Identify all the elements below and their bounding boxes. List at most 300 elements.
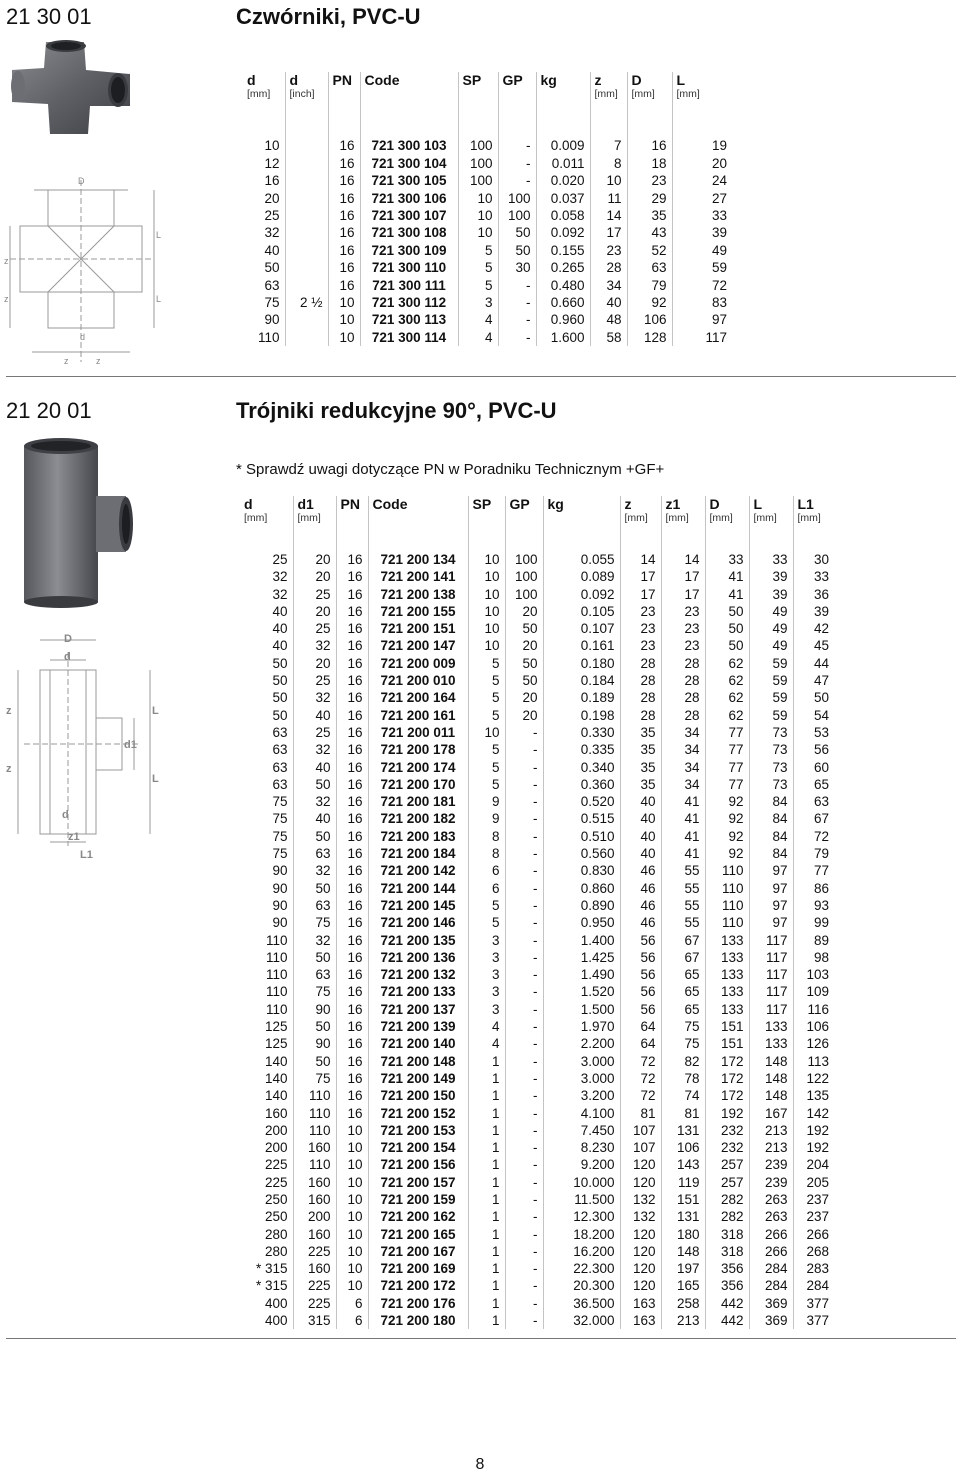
table-cell: 92 xyxy=(705,810,749,827)
table-cell: 40 xyxy=(243,242,285,259)
table-cell: 16 xyxy=(336,932,368,949)
table-cell: 10 xyxy=(590,172,627,189)
table-cell: 120 xyxy=(620,1156,661,1173)
drawing-label-L2: L xyxy=(152,773,159,785)
table-cell: 120 xyxy=(620,1226,661,1243)
table-row xyxy=(243,190,732,207)
table-cell: 721 200 135 xyxy=(368,932,468,949)
table-cell: 10 xyxy=(336,1174,368,1191)
table-cell xyxy=(285,311,328,328)
table-cell: 151 xyxy=(705,1018,749,1035)
table-cell: 721 200 133 xyxy=(368,983,468,1000)
table-cell: 110 xyxy=(705,880,749,897)
table-cell: 0.092 xyxy=(536,224,590,241)
table-cell: 721 200 180 xyxy=(368,1312,468,1329)
table-cell: 56 xyxy=(620,949,661,966)
table-cell: 40 xyxy=(240,603,293,620)
table-cell: 84 xyxy=(749,810,793,827)
table-cell: 721 300 111 xyxy=(360,277,458,294)
table-cell: 5 xyxy=(458,277,498,294)
table-row xyxy=(240,932,834,949)
table-cell: 110 xyxy=(705,862,749,879)
table-cell: 20 xyxy=(293,551,336,568)
table-cell: 20 xyxy=(505,707,543,724)
table-cell: 20 xyxy=(505,603,543,620)
table-cell: 0.198 xyxy=(543,707,620,724)
table-cell: 721 200 176 xyxy=(368,1295,468,1312)
table-cell: 250 xyxy=(240,1191,293,1208)
table-cell: 0.092 xyxy=(543,586,620,603)
table-cell: 721 300 107 xyxy=(360,207,458,224)
table-cell: 282 xyxy=(705,1191,749,1208)
table-cell: 50 xyxy=(293,828,336,845)
table-cell: 0.107 xyxy=(543,620,620,637)
table-cell: 213 xyxy=(661,1312,705,1329)
cross-fitting-drawing xyxy=(4,172,164,372)
table-cell: 100 xyxy=(505,551,543,568)
table-cell: 721 200 134 xyxy=(368,551,468,568)
table-cell: 721 300 108 xyxy=(360,224,458,241)
table-cell: 0.515 xyxy=(543,810,620,827)
table-cell: 28 xyxy=(620,672,661,689)
table-cell: - xyxy=(505,1260,543,1277)
table-cell: 213 xyxy=(749,1139,793,1156)
table-cell: 28 xyxy=(590,259,627,276)
table-cell: 41 xyxy=(661,845,705,862)
table-row xyxy=(243,259,732,276)
table-cell: 0.105 xyxy=(543,603,620,620)
table-cell: - xyxy=(505,1001,543,1018)
table-cell: 180 xyxy=(661,1226,705,1243)
table-cell: 0.560 xyxy=(543,845,620,862)
table-cell: 2.200 xyxy=(543,1035,620,1052)
table-cell: 55 xyxy=(661,880,705,897)
table-row xyxy=(240,620,834,637)
table-cell: 0.180 xyxy=(543,655,620,672)
table-cell: 110 xyxy=(243,329,285,346)
table-cell: 16 xyxy=(336,724,368,741)
table-cell: - xyxy=(505,1122,543,1139)
table-cell: 77 xyxy=(705,776,749,793)
table-cell: 63 xyxy=(240,759,293,776)
table-cell: 148 xyxy=(749,1053,793,1070)
table-cell: 63 xyxy=(813,794,829,810)
table-cell: 10 xyxy=(458,224,498,241)
table-cell: 49 xyxy=(749,620,793,637)
table-cell: 315 xyxy=(293,1312,336,1329)
table-cell: 16 xyxy=(336,810,368,827)
table-cell: 0.830 xyxy=(543,862,620,879)
table-cell: 55 xyxy=(661,897,705,914)
table-cell: 160 xyxy=(293,1191,336,1208)
table-cell: 117 xyxy=(749,1001,793,1018)
table-cell: 10 xyxy=(336,1122,368,1139)
table-cell: 721 200 169 xyxy=(368,1260,468,1277)
table-cell: 34 xyxy=(661,759,705,776)
table-cell: 34 xyxy=(590,277,627,294)
table-cell: 92 xyxy=(705,845,749,862)
table-cell: 318 xyxy=(705,1226,749,1243)
table-cell xyxy=(285,259,328,276)
table-cell: 64 xyxy=(620,1018,661,1035)
table-row xyxy=(240,1243,834,1260)
table-cell: 258 xyxy=(661,1295,705,1312)
table-cell: 151 xyxy=(705,1035,749,1052)
table-row xyxy=(240,707,834,724)
table-cell: 16 xyxy=(336,983,368,1000)
col-header-L: L [mm] xyxy=(676,72,700,100)
table-cell: 90 xyxy=(240,880,293,897)
table-cell: 46 xyxy=(620,880,661,897)
table-cell: 120 xyxy=(620,1277,661,1294)
table-cell: 56 xyxy=(620,983,661,1000)
table-cell: 10 xyxy=(468,568,505,585)
table-cell: 67 xyxy=(661,932,705,949)
section2-title: Trójniki redukcyjne 90°, PVC-U xyxy=(236,398,557,423)
table-cell: 10 xyxy=(468,637,505,654)
table-cell: 16 xyxy=(336,1053,368,1070)
table-cell: 42 xyxy=(813,621,829,637)
table-row xyxy=(240,1260,834,1277)
table-cell: 167 xyxy=(749,1105,793,1122)
table-cell: 65 xyxy=(661,1001,705,1018)
table-cell: - xyxy=(505,845,543,862)
table-cell: 284 xyxy=(749,1277,793,1294)
table-cell: 100 xyxy=(458,172,498,189)
col-header-code: Code xyxy=(360,72,458,120)
table-cell: 50 xyxy=(813,690,829,706)
table-cell: 192 xyxy=(806,1140,829,1156)
table-cell: 18 xyxy=(627,155,672,172)
table-cell: 82 xyxy=(661,1053,705,1070)
table-cell: 63 xyxy=(627,259,672,276)
table-cell: 721 200 136 xyxy=(368,949,468,966)
table-cell: 63 xyxy=(240,741,293,758)
table-cell: 35 xyxy=(620,741,661,758)
table-cell: 93 xyxy=(813,897,829,913)
table-cell: 1 xyxy=(468,1070,505,1087)
table-cell: 140 xyxy=(240,1070,293,1087)
table-cell: 721 200 151 xyxy=(368,620,468,637)
table-cell: 16 xyxy=(336,672,368,689)
table-cell: 73 xyxy=(749,776,793,793)
col-header-gp: GP xyxy=(498,72,536,120)
table-cell: 28 xyxy=(661,689,705,706)
table-cell: 62 xyxy=(705,707,749,724)
table-row xyxy=(240,1277,834,1294)
table-cell: 20 xyxy=(711,155,727,171)
table-cell: 75 xyxy=(240,793,293,810)
table-cell: 10 xyxy=(468,551,505,568)
table-cell: 40 xyxy=(620,810,661,827)
table-cell: 78 xyxy=(661,1070,705,1087)
table-cell: 16 xyxy=(328,224,360,241)
table-cell: 1 xyxy=(468,1243,505,1260)
table-cell: 81 xyxy=(620,1105,661,1122)
table-cell: 5 xyxy=(468,741,505,758)
table-cell: 133 xyxy=(705,1001,749,1018)
table-row xyxy=(240,1001,834,1018)
table-cell: 377 xyxy=(806,1295,829,1311)
table-row xyxy=(240,689,834,706)
table-row xyxy=(240,551,834,568)
table-row xyxy=(240,1070,834,1087)
table-cell: 5 xyxy=(468,689,505,706)
col-header-d-inch: d [inch] xyxy=(285,72,328,120)
drawing-label-z: z xyxy=(6,705,12,717)
col-header-code: Code xyxy=(368,496,468,542)
table-cell: 55 xyxy=(661,862,705,879)
table-cell: 120 xyxy=(620,1174,661,1191)
table-cell: 1.490 xyxy=(543,966,620,983)
table-row xyxy=(240,966,834,983)
table-cell: - xyxy=(505,932,543,949)
table-cell: - xyxy=(505,793,543,810)
table-row xyxy=(240,759,834,776)
table-cell: - xyxy=(505,1035,543,1052)
table-cell: 8.230 xyxy=(543,1139,620,1156)
table-cell: 263 xyxy=(749,1191,793,1208)
table-cell: 204 xyxy=(806,1157,829,1173)
table-cell: 160 xyxy=(240,1105,293,1122)
table-cell: 16 xyxy=(336,551,368,568)
table-cell: 75 xyxy=(240,828,293,845)
table-cell: 77 xyxy=(705,759,749,776)
drawing-label-L: L xyxy=(156,230,162,240)
table-cell: 23 xyxy=(620,637,661,654)
table-cell xyxy=(285,242,328,259)
table-row xyxy=(240,897,834,914)
table-cell: 20 xyxy=(505,689,543,706)
table-cell: 257 xyxy=(705,1174,749,1191)
table-cell: 125 xyxy=(240,1018,293,1035)
table-row xyxy=(240,1226,834,1243)
table-cell: 356 xyxy=(705,1277,749,1294)
table-cell: 29 xyxy=(627,190,672,207)
table-cell: 0.020 xyxy=(536,172,590,189)
table-cell: 50 xyxy=(498,242,536,259)
table-cell: 721 200 161 xyxy=(368,707,468,724)
table-cell: 50 xyxy=(505,655,543,672)
table-row xyxy=(240,741,834,758)
table-cell: 40 xyxy=(620,828,661,845)
table-cell xyxy=(285,137,328,154)
table-cell: 63 xyxy=(243,277,285,294)
reducing-tee-photo xyxy=(10,438,140,608)
table-cell xyxy=(285,207,328,224)
table-cell: 72 xyxy=(620,1070,661,1087)
table-row xyxy=(240,1018,834,1035)
table-cell: 197 xyxy=(661,1260,705,1277)
table-row xyxy=(240,1053,834,1070)
table-row xyxy=(240,637,834,654)
table-cell: 16 xyxy=(328,190,360,207)
table-cell: 16 xyxy=(336,1001,368,1018)
table-cell: 721 200 183 xyxy=(368,828,468,845)
table-cell: 1 xyxy=(468,1087,505,1104)
table-cell: 25 xyxy=(293,724,336,741)
col-header-pn: PN xyxy=(336,496,368,542)
table-cell: 721 200 181 xyxy=(368,793,468,810)
table-cell: 100 xyxy=(505,586,543,603)
table-cell: 90 xyxy=(293,1001,336,1018)
table-cell: 11 xyxy=(590,190,627,207)
table-cell: - xyxy=(505,1156,543,1173)
table-cell: 1 xyxy=(468,1208,505,1225)
table-cell: 25 xyxy=(293,586,336,603)
table-cell: 90 xyxy=(240,897,293,914)
table-cell: 8 xyxy=(468,845,505,862)
table-cell: 63 xyxy=(293,845,336,862)
table-cell: 12.300 xyxy=(543,1208,620,1225)
table-cell: 65 xyxy=(661,983,705,1000)
table-cell: 90 xyxy=(240,914,293,931)
table-cell: 20 xyxy=(293,655,336,672)
table-cell: 1 xyxy=(468,1191,505,1208)
col-header-gp: GP xyxy=(505,496,543,542)
table-cell: 9 xyxy=(468,810,505,827)
reducing-tee-drawing xyxy=(4,632,164,862)
table-cell: 28 xyxy=(661,707,705,724)
table-cell: 16 xyxy=(328,137,360,154)
table-cell: 20 xyxy=(293,603,336,620)
table-cell: 721 200 164 xyxy=(368,689,468,706)
table-cell: 16 xyxy=(336,1105,368,1122)
table-cell: 23 xyxy=(661,603,705,620)
table-cell: 73 xyxy=(749,741,793,758)
table-cell: 28 xyxy=(620,707,661,724)
table-cell: - xyxy=(505,949,543,966)
table-cell: 721 200 157 xyxy=(368,1174,468,1191)
table-cell: 50 xyxy=(293,1053,336,1070)
table-cell: 32.000 xyxy=(543,1312,620,1329)
table-cell: 54 xyxy=(813,707,829,723)
table-cell: 12 xyxy=(243,155,285,172)
table-row xyxy=(240,1191,834,1208)
table-cell: 50 xyxy=(505,672,543,689)
table-row xyxy=(240,1174,834,1191)
table-cell: 65 xyxy=(661,966,705,983)
table-cell: 263 xyxy=(749,1208,793,1225)
table-cell: 75 xyxy=(243,294,285,311)
table-cell: 16 xyxy=(328,172,360,189)
table-cell: 110 xyxy=(293,1122,336,1139)
reducing-tee-table xyxy=(240,496,834,1329)
table-cell: 73 xyxy=(749,724,793,741)
table-cell: 100 xyxy=(498,207,536,224)
table-cell: 721 200 145 xyxy=(368,897,468,914)
table-cell: 143 xyxy=(661,1156,705,1173)
table-cell: 232 xyxy=(705,1122,749,1139)
table-cell: 160 xyxy=(293,1139,336,1156)
drawing-label-d1: d1 xyxy=(124,739,137,751)
table-cell: 7.450 xyxy=(543,1122,620,1139)
table-cell: 163 xyxy=(620,1295,661,1312)
table-cell: 721 200 152 xyxy=(368,1105,468,1122)
table-cell: 107 xyxy=(620,1139,661,1156)
table-cell: 721 300 110 xyxy=(360,259,458,276)
table-cell: 36.500 xyxy=(543,1295,620,1312)
drawing-label-L: L xyxy=(152,705,159,717)
table-cell: 35 xyxy=(620,724,661,741)
table-cell: 721 300 103 xyxy=(360,137,458,154)
table-cell: 721 200 139 xyxy=(368,1018,468,1035)
table-cell: 10 xyxy=(336,1243,368,1260)
table-cell: 257 xyxy=(705,1156,749,1173)
table-cell: 10 xyxy=(468,620,505,637)
table-cell: 50 xyxy=(705,603,749,620)
col-header-pn: PN xyxy=(328,72,360,120)
table-cell: 1.425 xyxy=(543,949,620,966)
drawing-label-L1: L1 xyxy=(80,849,93,861)
table-cell: 59 xyxy=(749,672,793,689)
table-cell: 81 xyxy=(661,1105,705,1122)
table-cell: 5 xyxy=(468,707,505,724)
table-cell: 266 xyxy=(749,1243,793,1260)
table-cell: 721 200 147 xyxy=(368,637,468,654)
table-cell xyxy=(285,329,328,346)
table-cell: 65 xyxy=(813,776,829,792)
table-cell: 16 xyxy=(336,707,368,724)
table-cell: 79 xyxy=(627,277,672,294)
table-cell: 225 xyxy=(293,1277,336,1294)
table-cell: 100 xyxy=(458,137,498,154)
table-cell: - xyxy=(505,1139,543,1156)
table-cell: 16 xyxy=(336,793,368,810)
table-cell: 90 xyxy=(293,1035,336,1052)
table-cell: 77 xyxy=(813,863,829,879)
table-cell: 1.400 xyxy=(543,932,620,949)
table-row xyxy=(240,793,834,810)
table-cell: 35 xyxy=(620,776,661,793)
table-cell: 48 xyxy=(590,311,627,328)
table-cell: 1 xyxy=(468,1053,505,1070)
table-cell: 50 xyxy=(293,880,336,897)
table-cell: 16 xyxy=(336,862,368,879)
table-cell: 72 xyxy=(620,1087,661,1104)
table-cell: 225 xyxy=(240,1156,293,1173)
table-cell: 100 xyxy=(498,190,536,207)
table-cell: 107 xyxy=(620,1122,661,1139)
table-cell: 3 xyxy=(468,966,505,983)
table-row xyxy=(243,137,732,154)
table-cell: 58 xyxy=(590,329,627,346)
table-cell: - xyxy=(505,1018,543,1035)
table-cell: 73 xyxy=(749,759,793,776)
table-cell: 16 xyxy=(336,620,368,637)
table-cell: 721 200 010 xyxy=(368,672,468,689)
table-cell: 10 xyxy=(336,1139,368,1156)
table-cell: 4 xyxy=(458,329,498,346)
table-cell: 151 xyxy=(661,1191,705,1208)
table-cell: 50 xyxy=(498,224,536,241)
table-row xyxy=(243,311,732,328)
table-cell: 28 xyxy=(620,655,661,672)
table-cell: 117 xyxy=(749,932,793,949)
table-row xyxy=(240,880,834,897)
table-cell: 97 xyxy=(749,862,793,879)
table-cell: 721 300 112 xyxy=(360,294,458,311)
table-cell: 97 xyxy=(711,312,727,328)
table-cell: 0.890 xyxy=(543,897,620,914)
table-cell: 113 xyxy=(807,1053,829,1069)
table-cell: 721 300 104 xyxy=(360,155,458,172)
table-cell: 92 xyxy=(627,294,672,311)
table-cell: 16 xyxy=(336,828,368,845)
table-cell: 16 xyxy=(328,277,360,294)
table-cell: 17 xyxy=(590,224,627,241)
table-cell: - xyxy=(505,1312,543,1329)
